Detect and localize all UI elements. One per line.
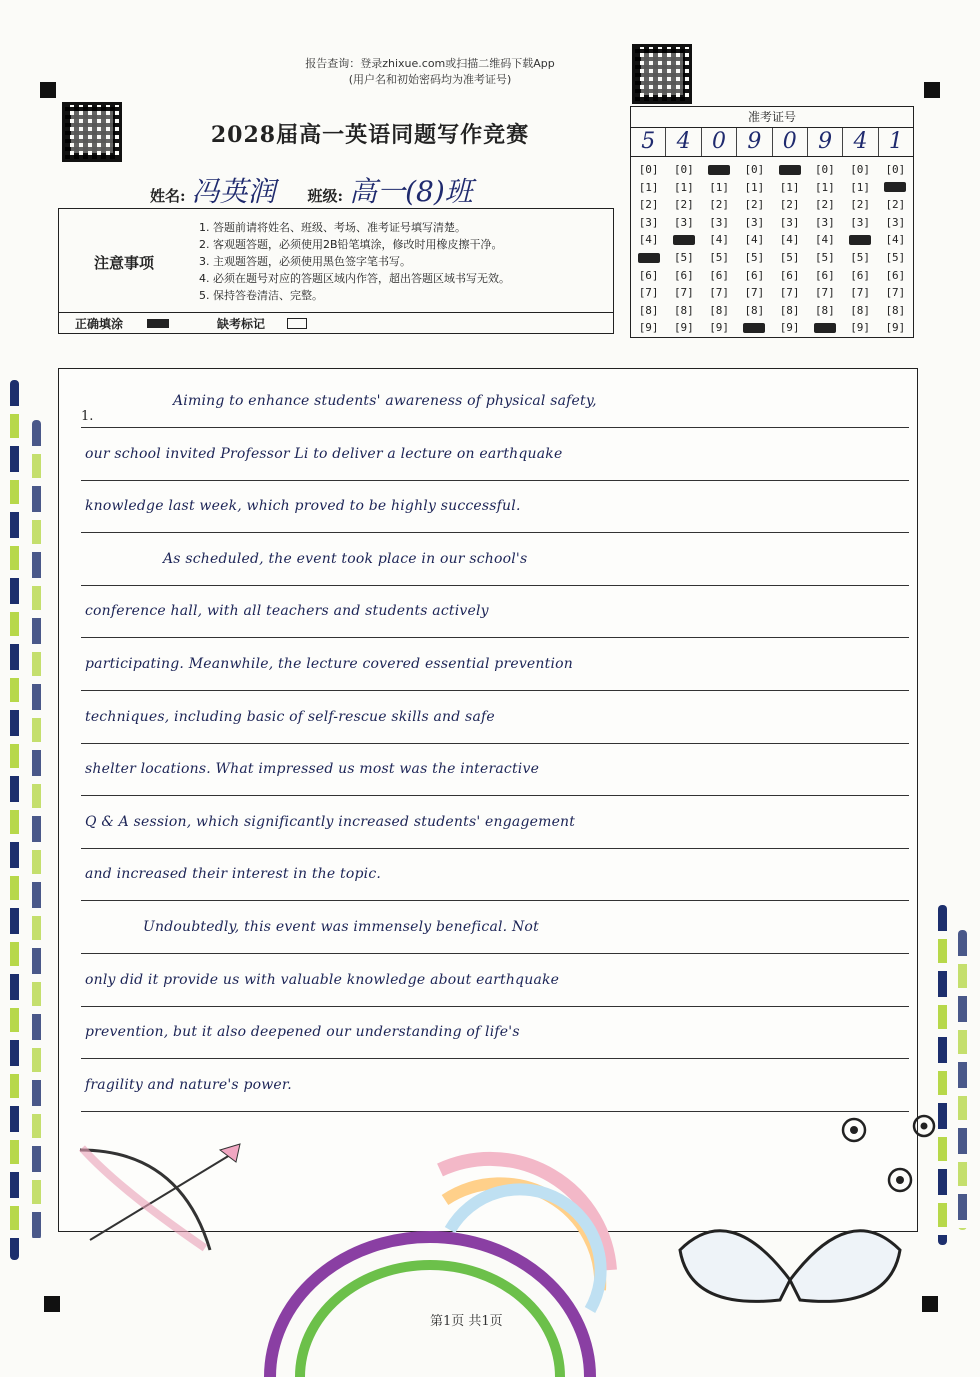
exam-id-bubble[interactable]: [7] [709,286,730,300]
exam-id-digit: 9 [808,128,843,156]
answer-rule-line [81,585,909,586]
notice-item: 2. 客观题答题，必须使用2B铅笔填涂，修改时用橡皮擦干净。 [199,238,503,251]
notice-footer [59,312,613,333]
notice-heading: 注意事项 [93,253,154,272]
answer-rule-line [81,1111,909,1112]
exam-id-bubble[interactable]: [6] [638,268,659,282]
exam-id-bubble[interactable]: [9] [709,321,730,335]
rainbow-doodle [240,1150,620,1377]
exam-id-bubble[interactable]: [4] [885,233,906,247]
notice-item: 4. 必须在题号对应的答题区域内作答，超出答题区域书写无效。 [199,272,510,285]
essay-line: shelter locations. What impressed us most was the interactive [85,761,540,778]
essay-line: and increased their interest in the topic. [85,866,382,883]
exam-id-digit: 5 [631,128,666,156]
notice-item: 3. 主观题答题，必须使用黑色签字笔书写。 [199,255,411,268]
exam-id-bubble[interactable]: [0] [850,163,871,176]
essay-line: Undoubtedly, this event was immensely benefical. Not [143,919,539,935]
answer-rule-line [81,637,909,638]
decorative-border-right-inner [958,930,967,1230]
answer-rule-line [81,532,909,533]
exam-id-digit: 4 [843,128,878,156]
exam-id-bubble[interactable]: [4] [744,233,765,247]
exam-id-bubble[interactable]: [4] [779,233,800,247]
exam-id-bubble[interactable]: [9] [673,321,694,335]
exam-id-bubble[interactable]: [8] [850,303,871,317]
exam-id-bubble[interactable]: [5] [885,250,906,264]
answer-rule-line [81,848,909,849]
notice-item: 5. 保持答卷清洁、完整。 [199,289,323,302]
exam-id-digit: 4 [666,128,701,156]
exam-id-bubble[interactable]: [3] [850,215,871,229]
essay-line: Q & A session, which significantly increased students' engagement [85,813,576,830]
qr-code-top [632,44,692,104]
name-value: 冯英润 [191,175,276,208]
exam-id-bubble[interactable]: [4] [709,233,730,247]
corner-mark-top-left [40,82,56,98]
exam-id-bubble[interactable]: [5] [779,250,800,264]
exam-id-bubble-column [843,161,878,337]
exam-id-bubble[interactable]: [1] [814,180,835,194]
exam-id-bubble-column [666,161,701,337]
class-label: 班级: [307,187,344,205]
exam-id-bubble[interactable]: [6] [744,268,765,282]
page-title: 2028届高一英语同题写作竞赛 [210,122,530,148]
answer-rule-line [81,795,909,796]
question-number: 1. [81,409,94,424]
essay-line: fragility and nature's power. [85,1076,292,1093]
essay-line: our school invited Professor Li to deliver a lecture on earthquake [85,445,563,462]
notice-item: 1. 答题前请将姓名、班级、考场、准考证号填写清楚。 [199,221,466,234]
essay-line: conference hall, with all teachers and students actively [85,603,489,620]
exam-id-bubble-column [878,161,913,337]
exam-id-digit: 0 [702,128,737,156]
exam-id-bubble[interactable]: [3] [779,215,800,229]
cupid-bow-doodle [60,1130,260,1280]
essay-line: participating. Meanwhile, the lecture covered essential prevention [85,656,573,672]
exam-id-bubble[interactable]: [5] [744,250,765,264]
exam-id-bubble[interactable]: [0] [744,163,765,176]
answer-rule-line [81,427,909,428]
exam-id-bubble[interactable] [814,323,836,333]
exam-id-bubble[interactable]: [2] [744,198,765,212]
exam-id-bubble[interactable]: [8] [673,303,694,317]
exam-id-bubble[interactable]: [0] [673,163,694,176]
answer-rule-line [81,900,909,901]
exam-id-bubble[interactable]: [7] [850,286,871,300]
exam-id-bubble[interactable]: [8] [814,303,835,317]
exam-id-bubble[interactable]: [7] [744,286,765,300]
correct-fill-sample [147,319,169,328]
answer-rule-line [81,743,909,744]
exam-id-bubble[interactable]: [1] [850,180,871,194]
exam-id-bubble[interactable] [884,182,906,192]
exam-id-bubble[interactable]: [6] [850,268,871,282]
exam-id-bubble[interactable] [849,235,871,245]
exam-id-bubble[interactable]: [2] [885,198,906,212]
exam-id-bubble[interactable]: [8] [709,303,730,317]
exam-id-bubble[interactable]: [3] [709,215,730,229]
exam-id-bubble[interactable]: [0] [638,163,659,176]
exam-id-bubble[interactable] [708,165,730,175]
exam-id-bubble[interactable]: [2] [638,198,659,212]
exam-id-bubble[interactable]: [8] [779,303,800,317]
essay-line: Aiming to enhance students' awareness of physical safety, [173,393,597,409]
exam-id-bubble[interactable]: [2] [814,198,835,212]
exam-id-bubble[interactable]: [3] [673,215,694,229]
wings-doodle [670,1210,910,1340]
report-query-note: (用户名和初始密码均为准考证号) [348,73,512,86]
decorative-border-left [10,380,19,1260]
exam-id-bubble[interactable]: [7] [779,286,800,300]
exam-id-bubbles [631,157,913,337]
exam-id-digit: 9 [737,128,772,156]
exam-id-digits [631,128,913,157]
exam-id-box [630,106,914,338]
exam-id-bubble[interactable]: [6] [885,268,906,282]
exam-id-bubble[interactable]: [8] [885,303,906,317]
exam-id-bubble[interactable]: [5] [673,250,694,264]
correct-fill-label: 正确填涂 [75,317,124,331]
exam-id-bubble[interactable]: [1] [638,180,659,194]
exam-id-bubble[interactable]: [9] [638,321,659,335]
exam-id-bubble[interactable]: [1] [709,180,730,194]
exam-id-bubble-column [772,161,807,337]
class-value: 高一(8)班 [349,175,473,208]
exam-id-bubble[interactable]: [9] [850,321,871,335]
exam-id-bubble[interactable]: [5] [850,250,871,264]
exam-id-bubble[interactable]: [4] [814,233,835,247]
essay-line: As scheduled, the event took place in our school's [163,550,528,567]
corner-mark-top-right [924,82,940,98]
notice-box [58,208,614,334]
exam-id-bubble[interactable]: [0] [814,163,835,176]
exam-id-bubble[interactable]: [2] [673,198,694,212]
corner-mark-bottom-left [44,1296,60,1312]
exam-id-bubble[interactable]: [0] [885,163,906,176]
exam-id-bubble[interactable] [779,165,801,175]
exam-id-bubble-column [807,161,842,337]
exam-id-bubble[interactable]: [7] [885,286,906,300]
page-footer: 第1页 共1页 [430,1314,503,1329]
exam-id-bubble[interactable]: [3] [638,215,659,229]
exam-id-bubble[interactable]: [2] [779,198,800,212]
exam-id-bubble[interactable]: [9] [779,321,800,335]
exam-id-bubble[interactable]: [6] [673,268,694,282]
exam-id-digit: 0 [773,128,808,156]
exam-id-bubble[interactable]: [8] [638,303,659,317]
essay-line: prevention, but it also deepened our understanding of life's [85,1024,520,1041]
answer-rule-line [81,480,909,481]
exam-id-bubble[interactable]: [1] [673,180,694,194]
notice-list [199,219,609,304]
exam-id-bubble[interactable] [638,253,660,263]
answer-rule-line [81,1006,909,1007]
absent-checkbox[interactable] [287,318,307,329]
exam-id-bubble[interactable]: [4] [638,233,659,247]
exam-id-bubble[interactable]: [6] [814,268,835,282]
answer-rule-line [81,690,909,691]
essay-line: only did it provide us with valuable knowledge about earthquake [85,971,560,988]
exam-id-digit: 1 [888,129,903,154]
student-info [150,170,473,210]
exam-id-bubble[interactable]: [2] [709,198,730,212]
qr-code-left [62,102,122,162]
exam-id-bubble-column [631,161,666,337]
exam-id-bubble-column [737,161,772,337]
exam-id-bubble[interactable]: [5] [709,250,730,264]
answer-rule-line [81,953,909,954]
exam-id-bubble[interactable]: [3] [885,215,906,229]
exam-id-bubble[interactable]: [9] [885,321,906,335]
answer-area [58,368,918,1232]
exam-id-bubble[interactable]: [7] [673,286,694,300]
exam-id-bubble[interactable] [743,323,765,333]
exam-id-bubble[interactable]: [5] [814,250,835,264]
exam-id-bubble[interactable]: [6] [709,268,730,282]
report-query-info [250,56,610,88]
exam-id-bubble[interactable]: [8] [744,303,765,317]
exam-id-bubble[interactable]: [1] [744,180,765,194]
answer-rule-line [81,1058,909,1059]
exam-id-bubble[interactable]: [3] [814,215,835,229]
exam-id-title: 准考证号 [631,107,913,128]
corner-mark-bottom-right [922,1296,938,1312]
exam-id-bubble[interactable]: [7] [638,286,659,300]
name-label: 姓名: [150,187,186,205]
essay-line: techniques, including basic of self-rescue skills and safe [85,708,495,725]
exam-id-bubble[interactable]: [6] [779,268,800,282]
report-query-line: 报告查询：登录zhixue.com或扫描二维码下载App [305,57,555,70]
exam-id-bubble-column [702,161,737,337]
decorative-border-left-inner [32,420,41,1240]
exam-id-bubble[interactable]: [2] [850,198,871,212]
essay-line: knowledge last week, which proved to be highly successful. [85,498,521,515]
exam-id-bubble[interactable]: [7] [814,286,835,300]
exam-id-bubble[interactable]: [1] [779,180,800,194]
absent-label: 缺考标记 [217,317,266,331]
exam-id-bubble[interactable]: [3] [744,215,765,229]
exam-id-bubble[interactable] [673,235,695,245]
eyes-doodle [838,1110,948,1200]
